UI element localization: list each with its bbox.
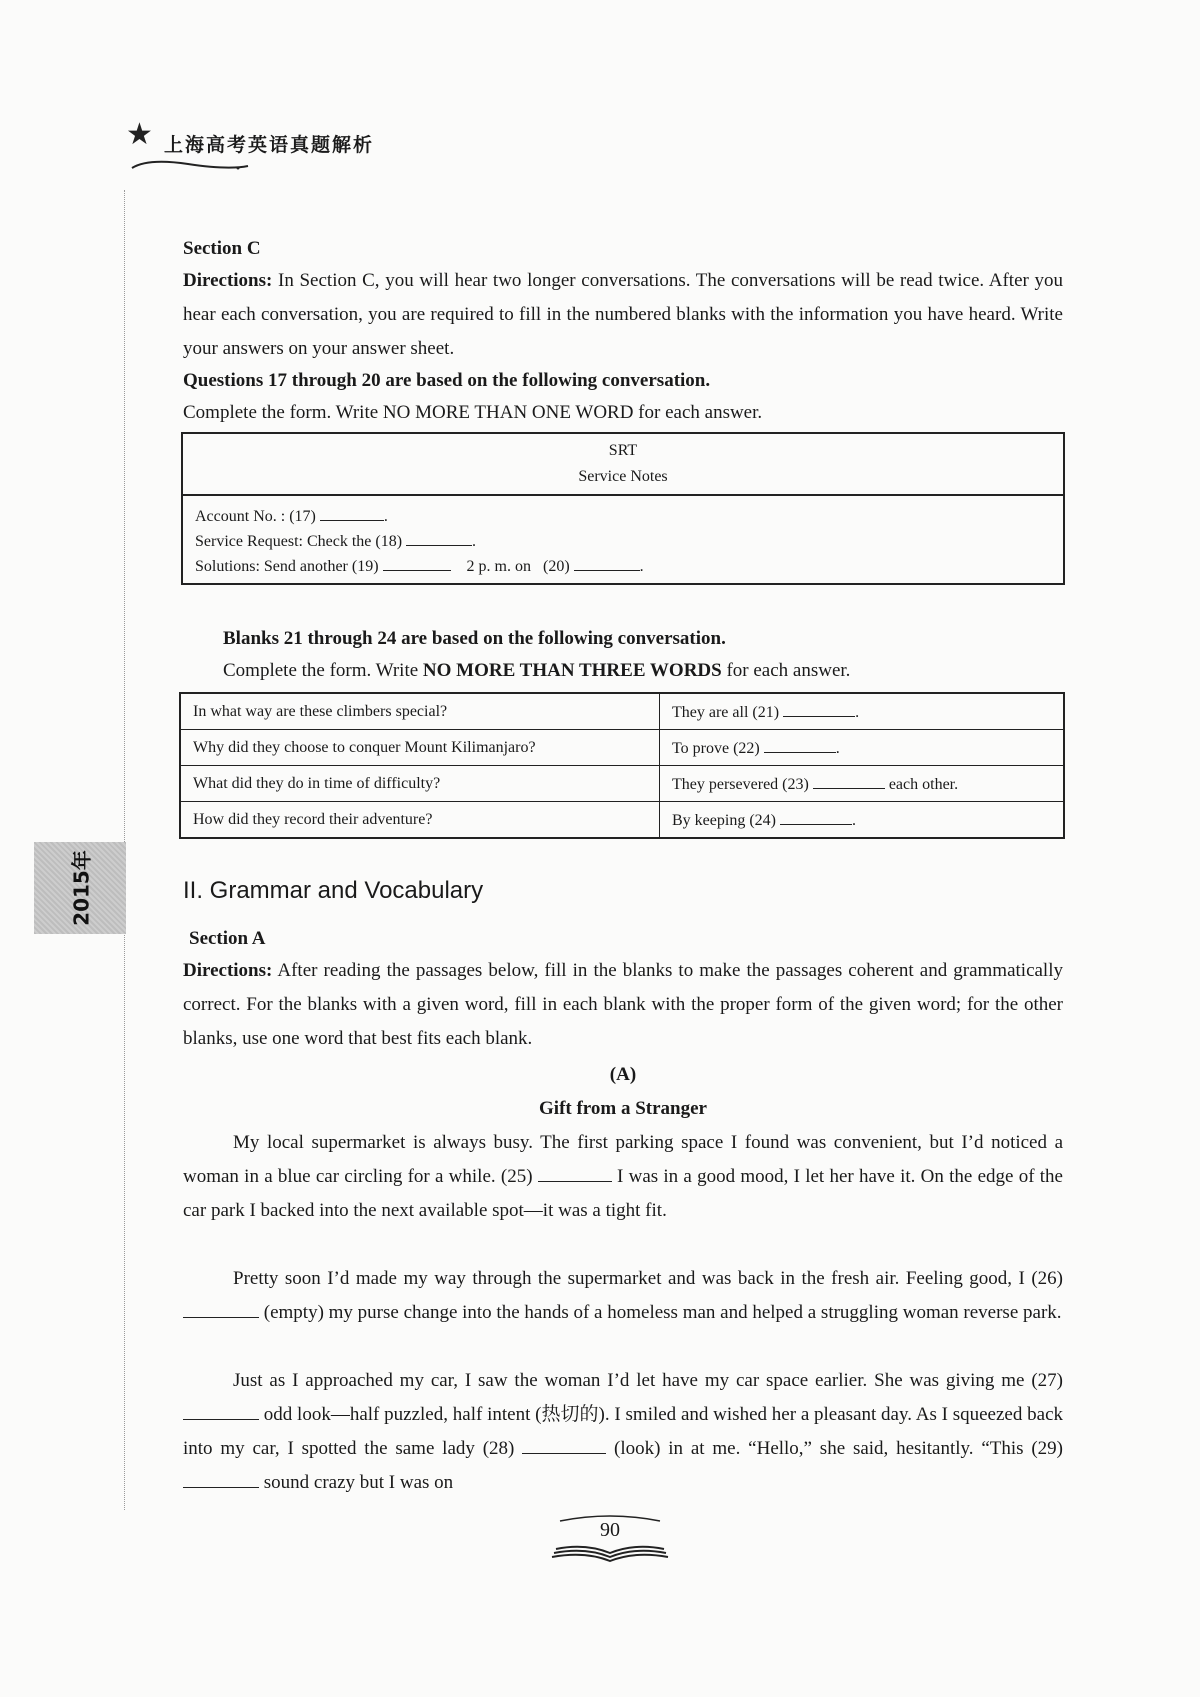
- passage-label: (A): [609, 1064, 637, 1085]
- answer-blank-23[interactable]: [813, 774, 885, 789]
- directions-text: After reading the passages below, fill in the blanks to make the passages coherent and grammatically correct. For the blanks with a given word, fill in each blank with the proper form of the given word; for the other blanks, use one word that best fits each blank.: [183, 960, 1063, 1049]
- instr-post: for each answer.: [721, 660, 851, 681]
- answer-suffix: .: [835, 739, 840, 757]
- swoosh-decoration-icon: [128, 154, 358, 172]
- service-notes-form: [181, 432, 1065, 585]
- form-row-solutions: [195, 554, 1051, 579]
- passage-paragraph-2: [183, 1262, 1063, 1330]
- row-tail: .: [639, 558, 644, 575]
- row-label: Account No. : (17): [195, 508, 316, 525]
- blanks-21-24-intro: Blanks 21 through 24 are based on the following conversation.: [223, 628, 726, 649]
- section-c-heading: Section C: [183, 238, 261, 259]
- para-text: (look) in at me. “Hello,” she said, hesitantly. “This (29): [606, 1438, 1064, 1459]
- answer-blank-20[interactable]: [574, 556, 640, 571]
- form-header: [182, 433, 1064, 495]
- form-row-request: [195, 529, 1051, 554]
- para-text: sound crazy but I was on: [259, 1472, 454, 1493]
- section-c-directions: [183, 264, 1063, 366]
- grammar-vocabulary-heading: II. Grammar and Vocabulary: [183, 877, 484, 904]
- answer-suffix: .: [851, 811, 856, 829]
- form-row-account: [195, 504, 1051, 529]
- section-a-heading: Section A: [189, 928, 266, 949]
- directions-label: Directions:: [183, 960, 273, 981]
- row-mid-text: 2 p. m. on: [466, 558, 531, 575]
- answer-prefix: They persevered (23): [672, 775, 809, 793]
- passage-paragraph-3: [183, 1364, 1063, 1500]
- answer-cell: [660, 766, 1065, 802]
- year-label: 2015年: [69, 850, 94, 926]
- answer-blank-17[interactable]: [320, 506, 384, 521]
- question-cell: What did they do in time of difficulty?: [180, 766, 660, 802]
- para-text: odd look—half puzzled, half intent (热切的). I smiled and wished her a pleasant day. As I squeezed back into my car, I spotted the same lady (28): [183, 1404, 1063, 1459]
- answer-blank-24[interactable]: [780, 810, 852, 825]
- form-body: [182, 495, 1064, 584]
- answer-prefix: To prove (22): [672, 739, 760, 757]
- instr-pre: Complete the form. Write: [223, 660, 423, 681]
- row-label: Solutions: Send another (19): [195, 558, 379, 575]
- book-header: [120, 118, 460, 178]
- answer-prefix: By keeping (24): [672, 811, 776, 829]
- answer-blank-18[interactable]: [406, 531, 472, 546]
- instr-bold: NO MORE THAN THREE WORDS: [422, 660, 722, 681]
- answer-cell: [660, 802, 1065, 839]
- grammar-directions: [183, 954, 1063, 1056]
- answer-blank-19[interactable]: [383, 556, 451, 571]
- row-tail: .: [472, 533, 477, 550]
- para-text: (empty) my purse change into the hands of a homeless man and helped a struggling woman reverse park.: [259, 1302, 1062, 1323]
- book-title: 上海高考英语真题解析: [164, 134, 375, 156]
- question-cell: Why did they choose to conquer Mount Kilimanjaro?: [180, 730, 660, 766]
- question-cell: In what way are these climbers special?: [180, 693, 660, 730]
- para-text: My local supermarket is always busy. The first parking space I found was convenient, but I’d noticed a woman in a blue car circling for a while. (25): [183, 1132, 1063, 1187]
- page-number: 90: [600, 1519, 620, 1541]
- answer-suffix: each other.: [884, 775, 959, 793]
- table-row: [180, 693, 1064, 730]
- row-tail: .: [383, 508, 388, 525]
- answer-blank-26[interactable]: [183, 1303, 259, 1318]
- answer-blank-25[interactable]: [538, 1167, 612, 1182]
- page-number-ornament: [550, 1513, 670, 1563]
- form-title: SRT: [608, 442, 638, 459]
- table-row: [180, 766, 1064, 802]
- answer-blank-21[interactable]: [783, 702, 855, 717]
- climbers-form: [179, 692, 1065, 839]
- year-side-tab: [34, 842, 126, 934]
- instructions-one-word: Complete the form. Write NO MORE THAN ONE WORD for each answer.: [183, 402, 763, 423]
- para-text: I was in a good mood, I let her have it. On the edge of the car park I backed into the next available spot—it was a tight fit.: [183, 1166, 1063, 1221]
- para-text: Just as I approached my car, I saw the woman I’d let have my car space earlier. She was giving me (27): [233, 1370, 1063, 1391]
- answer-suffix: .: [855, 703, 860, 721]
- directions-label: Directions:: [183, 270, 273, 291]
- para-text: Pretty soon I’d made my way through the supermarket and was back in the fresh air. Feeling good, I (26): [233, 1268, 1063, 1289]
- answer-blank-27[interactable]: [183, 1405, 259, 1420]
- directions-text: In Section C, you will hear two longer conversations. The conversations will be read twice. After you hear each conversation, you are required to fill in the numbered blanks with the information you have heard. Write your answers on your answer sheet.: [183, 270, 1063, 359]
- answer-blank-29[interactable]: [183, 1473, 259, 1488]
- questions-17-20-intro: Questions 17 through 20 are based on the following conversation.: [183, 370, 711, 391]
- star-icon: ★: [126, 118, 153, 151]
- answer-blank-28[interactable]: [522, 1439, 606, 1454]
- row-number-20: (20): [543, 558, 570, 575]
- table-row: [180, 802, 1064, 839]
- row-label: Service Request: Check the (18): [195, 533, 403, 550]
- passage-title: Gift from a Stranger: [539, 1098, 707, 1119]
- answer-cell: [660, 730, 1065, 766]
- instructions-three-words: [223, 654, 1063, 688]
- passage-paragraph-1: [183, 1126, 1063, 1228]
- form-subtitle: Service Notes: [578, 468, 668, 485]
- question-cell: How did they record their adventure?: [180, 802, 660, 839]
- table-row: [180, 730, 1064, 766]
- answer-prefix: They are all (21): [672, 703, 780, 721]
- answer-blank-22[interactable]: [764, 738, 836, 753]
- answer-cell: [660, 693, 1065, 730]
